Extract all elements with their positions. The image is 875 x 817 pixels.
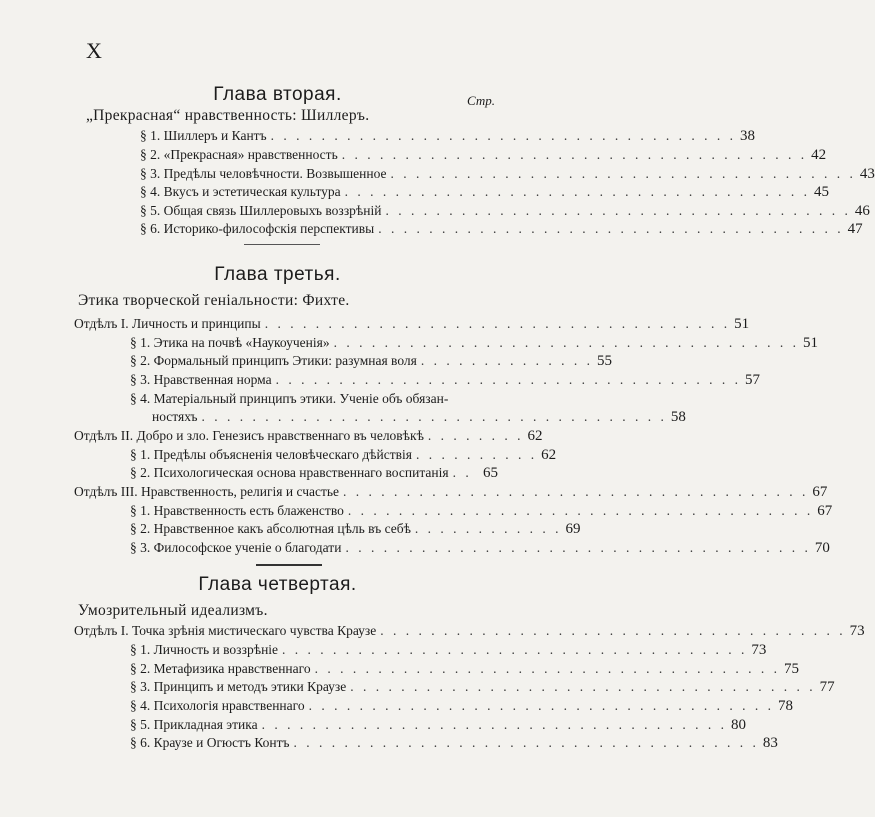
toc-entry-page: 55 [596,353,612,369]
toc-entry-label: § 4. Психологія нравственнаго [130,698,305,713]
toc-entry [140,166,875,182]
leader-dots: . . . . . . . . . . . . . . [420,353,593,368]
toc-entry-page: 78 [777,698,793,714]
leader-dots: . . . . . . . . . . . . . . . . . . . . . . . . . . . . . . . . . . . . . [390,166,856,181]
toc-entry-label: § 5. Прикладная этика [130,717,258,732]
toc-entry-page: 65 [483,465,498,481]
toc-entry-label: § 6. Историко-философскія перспективы [140,221,375,236]
page-number: X [86,38,102,63]
leader-dots: . . . . . . . . . . . . . . . . . . . . . . . . . . . . . . . . . . . . . [350,679,816,694]
toc-entry-page: 73 [751,642,767,658]
toc-entry [130,465,498,481]
toc-entry-page: 80 [730,717,746,733]
toc-entry [130,335,818,351]
leader-dots: . . . . . . . . . . [415,447,538,462]
leader-dots: . . . . . . . . . . . . . . . . . . . . . . . . . . . . . . . . . . . . . [201,409,667,424]
toc-entry-label: § 4. Вкусъ и эстетическая культура [140,184,341,199]
leader-dots: . . . . . . . . . . . . [414,521,562,536]
toc-entry-page: 77 [819,679,835,695]
toc-entry [130,698,793,714]
toc-entry [130,642,767,658]
toc-entry [140,203,870,219]
toc-entry-page: 75 [783,661,799,677]
toc-entry-page: 58 [670,409,686,425]
leader-dots: . . . . . . . . . . . . . . . . . . . . . . . . . . . . . . . . . . . . . [343,484,809,499]
leader-dots: . . . . . . . . . . . . . . . . . . . . . . . . . . . . . . . . . . . . . [380,623,846,638]
toc-entry-label: Отдѣлъ I. Точка зрѣнія мистическаго чувства Краузе [74,623,377,638]
toc-entry-label: § 1. Личность и воззрѣніе [130,642,279,657]
leader-dots: . . . . . . . . . . . . . . . . . . . . . . . . . . . . . . . . . . . . . [261,717,727,732]
toc-entry [130,540,830,556]
toc-entry-page: 38 [739,128,755,144]
toc-entry [140,128,755,144]
toc-entry-page: 73 [849,623,865,639]
leader-dots: . . . . . . . . . . . . . . . . . . . . . . . . . . . . . . . . . . . . . [275,372,741,387]
toc-entry-page: 69 [565,521,581,537]
leader-dots: . . . . . . . . . . . . . . . . . . . . . . . . . . . . . . . . . . . . . [344,184,811,199]
toc-entry [130,391,498,407]
chapter-2-heading: „Прекрасная“ нравственность: Шиллеръ. [86,107,370,124]
toc-entry-page: 51 [734,316,750,332]
toc-entry-page: 67 [812,484,828,500]
toc-entry-label: § 4. Матеріальный принципъ этики. Ученіе объ обязан- [130,391,449,406]
toc-entry-page: 67 [817,503,833,519]
chapter-3-heading: Этика творческой геніальности: Фихте. [78,292,350,309]
toc-entry [140,147,827,163]
leader-dots: . . . . . . . . . . . . . . . . . . . . . . . . . . . . . . . . . . . . . [264,316,731,331]
toc-entry-page: 57 [744,372,760,388]
leader-dots: . . . . . . . . . . . . . . . . . . . . . . . . . . . . . . . . . . . . . [333,335,799,350]
toc-entry-label: § 2. Метафизика нравственнаго [130,661,311,676]
toc-entry-label: § 3. Принципъ и методъ этики Краузе [130,679,347,694]
leader-dots: . . . . . . . . . . . . . . . . . . . . . . . . . . . . . . . . . . . . . [282,642,748,657]
leader-dots: . . . . . . . . . . . . . . . . . . . . . . . . . . . . . . . . . . . . . [293,735,759,750]
toc-entry [130,353,612,369]
toc-entry-label: Отдѣлъ III. Нравственность, религія и счастье [74,484,340,499]
leader-dots: . . [452,465,472,480]
toc-entry-label: § 1. Шиллеръ и Кантъ [140,128,267,143]
leader-dots: . . . . . . . . [427,428,524,443]
toc-entry [74,316,750,332]
chapter-4-heading: Умозрительный идеализмъ. [78,602,268,619]
toc-entry [130,503,833,519]
toc-entry-label: § 3. Нравственная норма [130,372,272,387]
column-header-page: Стр. [467,93,495,108]
toc-entry-page: 70 [814,540,830,556]
toc-entry [74,623,865,639]
toc-entry-page: 42 [811,147,827,163]
toc-entry [130,372,760,388]
toc-entry [130,521,581,537]
toc-entry-label: ностяхъ [152,409,198,424]
toc-entry-page: 47 [847,221,863,237]
leader-dots: . . . . . . . . . . . . . . . . . . . . . . . . . . . . . . . . . . . . . [345,540,811,555]
leader-dots: . . . . . . . . . . . . . . . . . . . . . . . . . . . . . . . . . . . . . [385,203,851,218]
toc-entry-label: § 5. Общая связь Шиллеровыхъ воззрѣній [140,203,382,218]
toc-entry [74,484,828,500]
toc-entry [130,661,799,677]
toc-entry-page: 62 [527,428,543,444]
toc-entry-label: Отдѣлъ I. Личность и принципы [74,316,261,331]
toc-entry-label: § 2. Нравственное какъ абсолютная цѣль въ себѣ [130,521,411,536]
section-divider [256,564,322,566]
toc-entry-label: Отдѣлъ II. Добро и зло. Генезисъ нравственнаго въ человѣкѣ [74,428,424,443]
chapter-4-title: Глава четвертая. [198,574,357,595]
toc-entry-page: 83 [762,735,778,751]
leader-dots: . . . . . . . . . . . . . . . . . . . . . . . . . . . . . . . . . . . . . [308,698,774,713]
toc-entry-label: § 2. «Прекрасная» нравственность [140,147,338,162]
leader-dots: . . . . . . . . . . . . . . . . . . . . . . . . . . . . . . . . . . . . . [378,221,844,236]
leader-dots: . . . . . . . . . . . . . . . . . . . . . . . . . . . . . . . . . . . . . [341,147,808,162]
toc-entry-label: § 1. Предѣлы объясненія человѣческаго дѣйствія [130,447,412,462]
toc-entry-label: § 1. Этика на почвѣ «Наукоученія» [130,335,330,350]
toc-entry [130,447,557,463]
toc-entry [152,409,686,425]
leader-dots: . . . . . . . . . . . . . . . . . . . . . . . . . . . . . . . . . . . . . [347,503,814,518]
toc-entry [140,221,863,237]
toc-entry-page: 46 [854,203,870,219]
chapter-3-title: Глава третья. [214,264,341,285]
toc-entry [140,184,830,200]
toc-entry-page: 43 [859,166,875,182]
toc-entry [74,428,543,444]
toc-entry [130,735,778,751]
toc-entry-label: § 2. Психологическая основа нравственнаго воспитанія [130,465,449,480]
toc-entry-page: 62 [541,447,557,463]
toc-entry-label: § 3. Философское ученіе о благодати [130,540,342,555]
toc-entry-page: 45 [814,184,830,200]
chapter-2-title: Глава вторая. [213,84,342,105]
toc-entry-label: § 6. Краузе и Огюстъ Контъ [130,735,290,750]
toc-entry [130,679,835,695]
leader-dots: . . . . . . . . . . . . . . . . . . . . . . . . . . . . . . . . . . . . . [270,128,736,143]
leader-dots: . . . . . . . . . . . . . . . . . . . . . . . . . . . . . . . . . . . . . [314,661,780,676]
toc-entry-label: § 1. Нравственность есть блаженство [130,503,344,518]
toc-entry-page: 51 [802,335,818,351]
section-divider [244,244,320,245]
toc-entry-label: § 2. Формальный принципъ Этики: разумная воля [130,353,417,368]
toc-entry-label: § 3. Предѣлы человѣчности. Возвышенное [140,166,387,181]
toc-entry [130,717,746,733]
